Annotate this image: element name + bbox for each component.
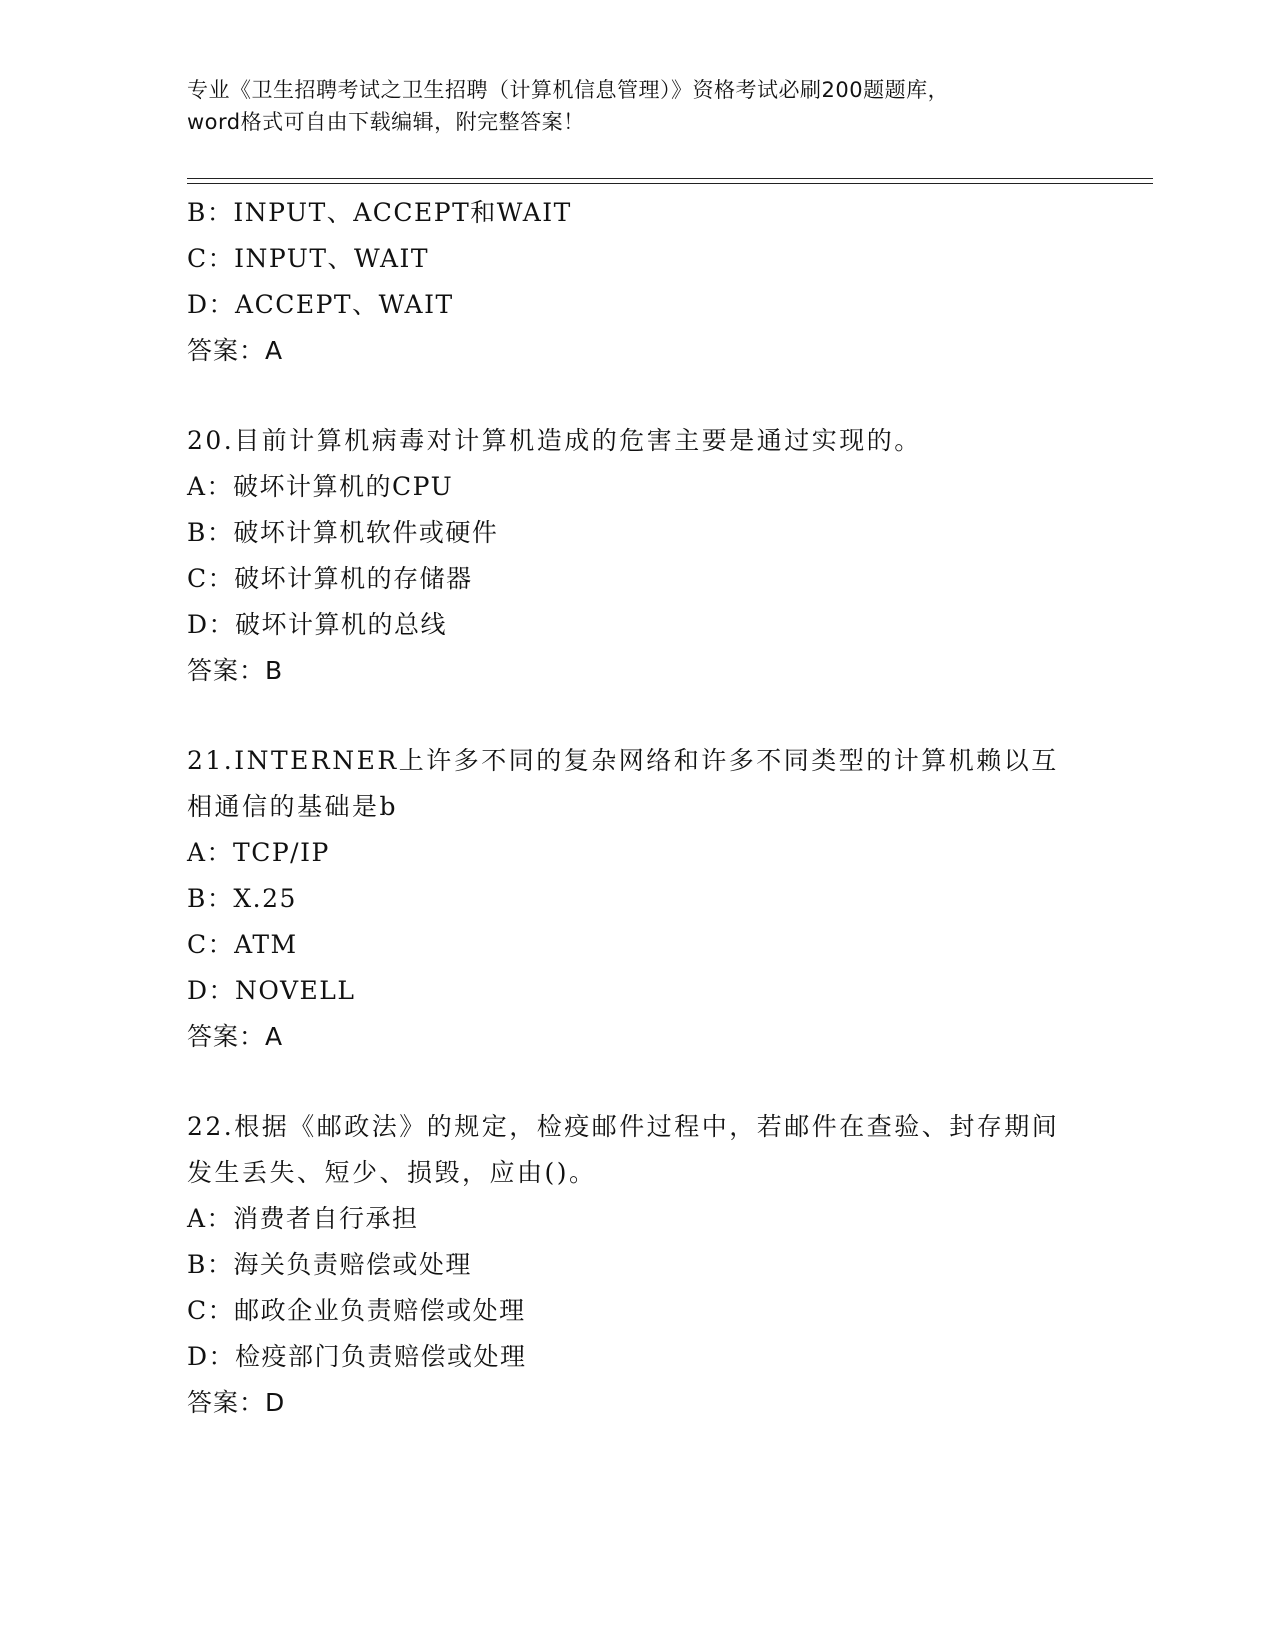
question-text: 21.INTERNER上许多不同的复杂网络和许多不同类型的计算机赖以互相通信的基础是b: [187, 746, 1059, 821]
option-d: D：破坏计算机的总线: [187, 610, 448, 639]
question-block-prev: [187, 190, 1087, 374]
answer-line: 答案：A: [187, 336, 284, 365]
document-header: [187, 74, 1087, 138]
option-d: D：NOVELL: [187, 976, 356, 1005]
question-block-21: [187, 738, 1087, 1060]
option-c: C：INPUT、WAIT: [187, 244, 430, 273]
question-text: 20.目前计算机病毒对计算机造成的危害主要是通过实现的。: [187, 426, 922, 455]
document-body: [187, 190, 1087, 1426]
question-text: 22.根据《邮政法》的规定，检疫邮件过程中，若邮件在查验、封存期间发生丢失、短少、损毁，应由()。: [187, 1112, 1060, 1187]
answer-line: 答案：B: [187, 656, 284, 685]
option-a: A：TCP/IP: [187, 838, 330, 867]
header-line-2: word格式可自由下载编辑，附完整答案！: [187, 110, 585, 134]
answer-line: 答案：A: [187, 1022, 284, 1051]
option-d: D：检疫部门负责赔偿或处理: [187, 1342, 527, 1371]
answer-line: 答案：D: [187, 1388, 286, 1417]
option-a: A：破坏计算机的CPU: [187, 472, 454, 501]
option-b: B：X.25: [187, 884, 297, 913]
question-block-20: [187, 418, 1087, 694]
option-d: D：ACCEPT、WAIT: [187, 290, 454, 319]
option-b: B：海关负责赔偿或处理: [187, 1250, 472, 1279]
option-c: C：邮政企业负责赔偿或处理: [187, 1296, 526, 1325]
option-c: C：ATM: [187, 930, 298, 959]
header-divider-top: [187, 178, 1153, 179]
question-block-22: [187, 1104, 1087, 1426]
option-c: C：破坏计算机的存储器: [187, 564, 473, 593]
option-b: B：INPUT、ACCEPT和WAIT: [187, 198, 572, 227]
option-b: B：破坏计算机软件或硬件: [187, 518, 499, 547]
header-line-1: 专业《卫生招聘考试之卫生招聘（计算机信息管理）》资格考试必刷200题题库，: [187, 78, 950, 102]
option-a: A：消费者自行承担: [187, 1204, 419, 1233]
header-divider-bottom: [187, 183, 1153, 184]
